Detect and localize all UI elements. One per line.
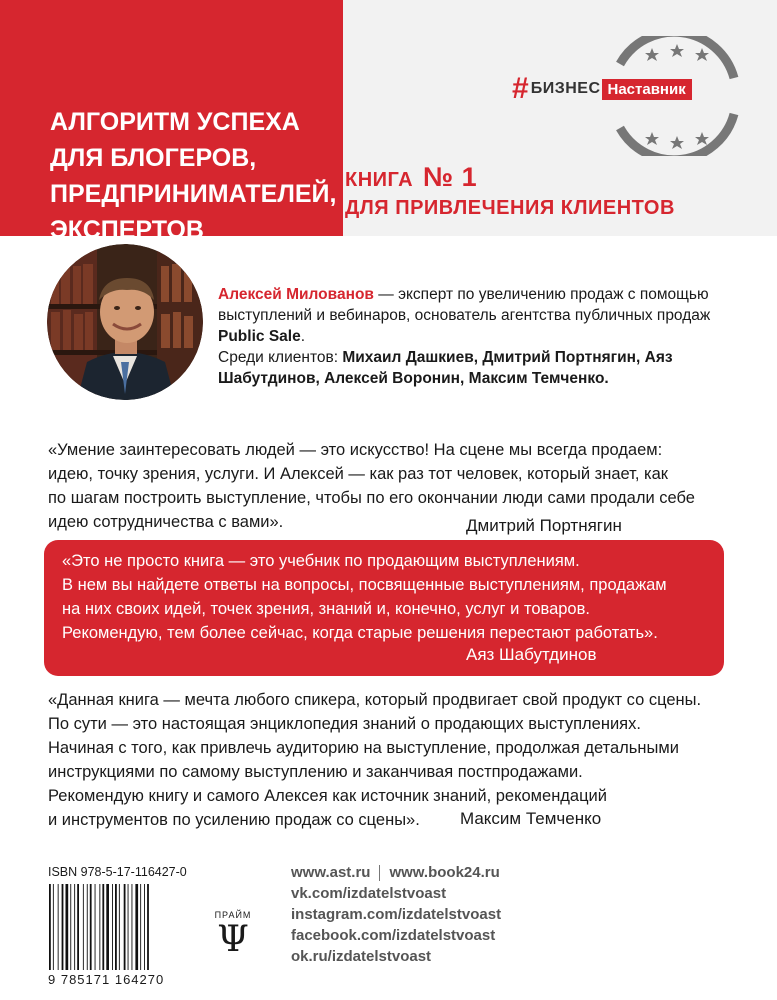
quote-line: По сути — это настоящая энциклопедия знаний о продающих выступлениях. [48, 715, 641, 733]
quote-line: Рекомендую книгу и самого Алексея как источник знаний, рекомендаций [48, 787, 607, 805]
author-bio-text: — эксперт по увеличению продаж с помощью выступлений и вебинаров, основатель агентства публичных продаж [218, 286, 711, 324]
link-instagram[interactable]: instagram.com/izdatelstvoast [291, 906, 502, 923]
tagline-line: ДЛЯ БЛОГЕРОВ, [50, 144, 257, 172]
quote-line: идею, точку зрения, услуги. И Алексей — как раз тот человек, который знает, как [48, 465, 669, 483]
badge-word-mentor: Наставник [602, 79, 692, 100]
tagline [50, 104, 340, 248]
quote-line: «Это не просто книга — это учебник по продающим выступлениям. [62, 552, 580, 570]
barcode-number: 9 785171 164270 [48, 972, 165, 987]
clients-label: Среди клиентов: [218, 349, 343, 366]
author-photo [47, 244, 203, 400]
link-vk[interactable]: vk.com/izdatelstvoast [291, 885, 447, 902]
trident-icon: Ψ [217, 919, 249, 960]
quote-line: Начиная с того, как привлечь аудиторию на выступление, продолжая детальными [48, 739, 679, 757]
link-divider [379, 865, 380, 881]
quote-line: и инструментов по усилению продаж со сцены». [48, 811, 420, 829]
quote-author: Дмитрий Портнягин [466, 516, 622, 535]
author-bio-end: . [300, 328, 306, 345]
quote-temchenko [48, 688, 748, 832]
quote-line: «Умение заинтересовать людей — это искусство! На сцене мы всегда продаем: [48, 441, 663, 459]
quote-line: В нем вы найдете ответы на вопросы, посвященные выступлениям, продажам [62, 576, 667, 594]
quote-line: «Данная книга — мечта любого спикера, который продвигает свой продукт со сцены. [48, 691, 702, 709]
agency-name: Public Sale [218, 328, 301, 345]
tagline-line: АЛГОРИТМ УСПЕХА [50, 108, 300, 136]
tagline-line: ПРЕДПРИНИМАТЕЛЕЙ, [50, 180, 337, 208]
badge-hash: # [512, 72, 529, 105]
badge-word-business: БИЗНЕС [530, 80, 601, 97]
quote-line: на них своих идей, точек зрения, знаний и, конечно, услуг и товаров. [62, 600, 590, 618]
barcode-icon [48, 884, 180, 970]
book-number-value: № 1 [423, 162, 478, 192]
quote-line: Рекомендую, тем более сейчас, когда старые решения перестают работать». [62, 624, 658, 642]
book-subtitle: ДЛЯ ПРИВЛЕЧЕНИЯ КЛИЕНТОВ [345, 197, 675, 219]
book-number-word: КНИГА [345, 169, 414, 191]
quote-line: по шагам построить выступление, чтобы по его окончании люди сами продали себе [48, 489, 695, 507]
badge-text [512, 72, 692, 106]
quote-author: Максим Темченко [460, 809, 602, 828]
publisher-logo [208, 910, 258, 960]
publisher-links [291, 862, 501, 967]
link-ok[interactable]: ok.ru/izdatelstvoast [291, 948, 432, 965]
link-facebook[interactable]: facebook.com/izdatelstvoast [291, 927, 496, 944]
isbn: ISBN 978-5-17-116427-0 [48, 865, 187, 879]
quote-portnyagin [48, 438, 748, 534]
link-ast[interactable]: www.ast.ru [291, 864, 371, 881]
clients-list: Михаил Дашкиев, Дмитрий Портнягин, Аяз Шабутдинов, Алексей Воронин, Максим Темченко. [218, 349, 673, 387]
link-book24[interactable]: www.book24.ru [389, 864, 500, 881]
quote-line: инструкциями по самому выступлению и заканчивая постпродажами. [48, 763, 583, 781]
book-number-heading [345, 162, 765, 220]
quote-author: Аяз Шабутдинов [466, 645, 597, 664]
quote-shabutdinov [62, 549, 722, 645]
author-name: Алексей Милованов [218, 286, 374, 303]
author-bio [218, 284, 738, 389]
quote-line: идею сотрудничества с вами». [48, 513, 284, 531]
tagline-line: ЭКСПЕРТОВ [50, 216, 204, 244]
publisher-label: ПРАЙМ [214, 910, 252, 920]
